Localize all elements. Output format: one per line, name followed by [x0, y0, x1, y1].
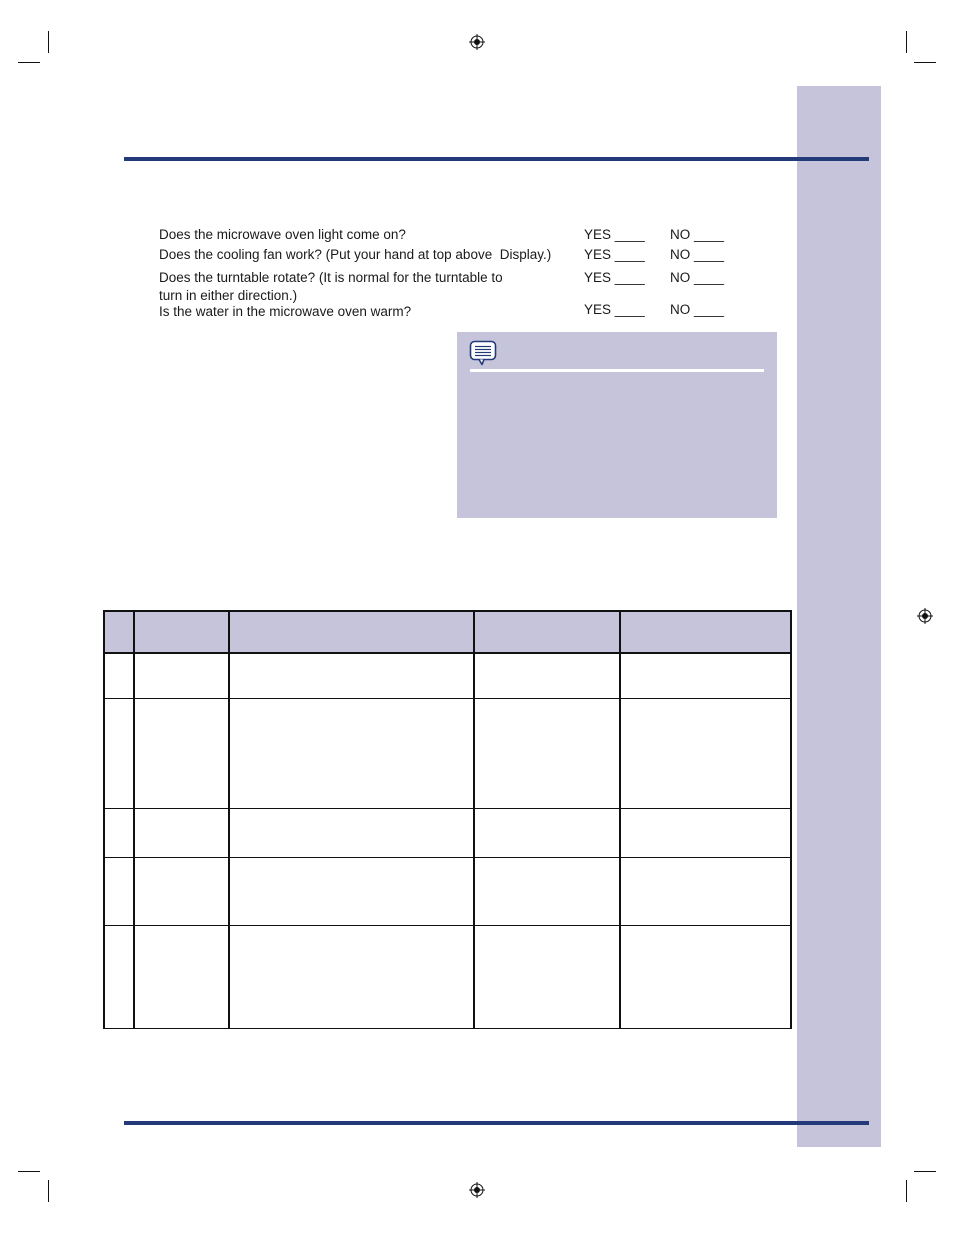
table-cell — [620, 925, 791, 1028]
crop-mark — [48, 31, 49, 53]
header-cell — [474, 611, 620, 653]
note-divider — [470, 369, 764, 372]
table-cell — [229, 925, 474, 1028]
table-cell — [620, 808, 791, 857]
yes-blank[interactable]: YES ____ — [584, 247, 645, 262]
crop-mark — [914, 1171, 936, 1172]
header-cell — [620, 611, 791, 653]
note-speech-bubble-icon — [469, 340, 499, 366]
no-blank[interactable]: NO ____ — [670, 270, 725, 285]
registration-mark-icon — [469, 1182, 485, 1198]
crop-mark — [48, 1180, 49, 1202]
table-cell — [474, 808, 620, 857]
table-row — [104, 698, 791, 808]
table-cell — [134, 698, 229, 808]
note-box — [457, 332, 777, 518]
no-blank[interactable]: NO ____ — [670, 302, 725, 317]
registration-mark-icon — [917, 608, 933, 624]
no-blank[interactable]: NO ____ — [670, 227, 725, 242]
checklist-question: Is the water in the microwave oven warm? — [159, 304, 412, 319]
crop-mark — [906, 31, 907, 53]
yes-blank[interactable]: YES ____ — [584, 227, 645, 242]
yes-blank[interactable]: YES ____ — [584, 270, 645, 285]
table-row — [104, 808, 791, 857]
no-blank[interactable]: NO ____ — [670, 247, 725, 262]
side-tab — [797, 86, 881, 1147]
table-cell — [229, 653, 474, 698]
crop-mark — [906, 1180, 907, 1202]
table-cell — [474, 653, 620, 698]
table-cell — [620, 698, 791, 808]
table-row — [104, 925, 791, 1028]
footer-rule — [124, 1121, 869, 1125]
checklist-question-continued: turn in either direction.) — [159, 288, 298, 303]
table-cell — [134, 808, 229, 857]
table-cell — [104, 698, 134, 808]
table-cell — [134, 653, 229, 698]
table-cell — [620, 857, 791, 925]
table-cell — [474, 698, 620, 808]
table-cell — [134, 857, 229, 925]
table-cell — [620, 653, 791, 698]
checklist-question: Does the cooling fan work? (Put your hand at top above Display.) — [159, 247, 552, 262]
table-cell — [104, 925, 134, 1028]
table-cell — [229, 808, 474, 857]
crop-mark — [914, 62, 936, 63]
table-cell — [134, 925, 229, 1028]
table-cell — [229, 857, 474, 925]
crop-mark — [18, 62, 40, 63]
table-cell — [104, 653, 134, 698]
table-row — [104, 857, 791, 925]
registration-mark-icon — [469, 34, 485, 50]
table-cell — [474, 925, 620, 1028]
header-cell — [134, 611, 229, 653]
header-cell — [104, 611, 134, 653]
header-rule — [124, 157, 869, 161]
yes-blank[interactable]: YES ____ — [584, 302, 645, 317]
crop-mark — [18, 1171, 40, 1172]
checklist-question: Does the turntable rotate? (It is normal for the turntable to — [159, 270, 503, 285]
table-cell — [474, 857, 620, 925]
troubleshooting-table — [103, 610, 792, 1029]
table-header-row — [104, 611, 791, 653]
checklist-question: Does the microwave oven light come on? — [159, 227, 406, 242]
table-cell — [104, 808, 134, 857]
table-cell — [104, 857, 134, 925]
table-cell — [229, 698, 474, 808]
header-cell — [229, 611, 474, 653]
table-row — [104, 653, 791, 698]
